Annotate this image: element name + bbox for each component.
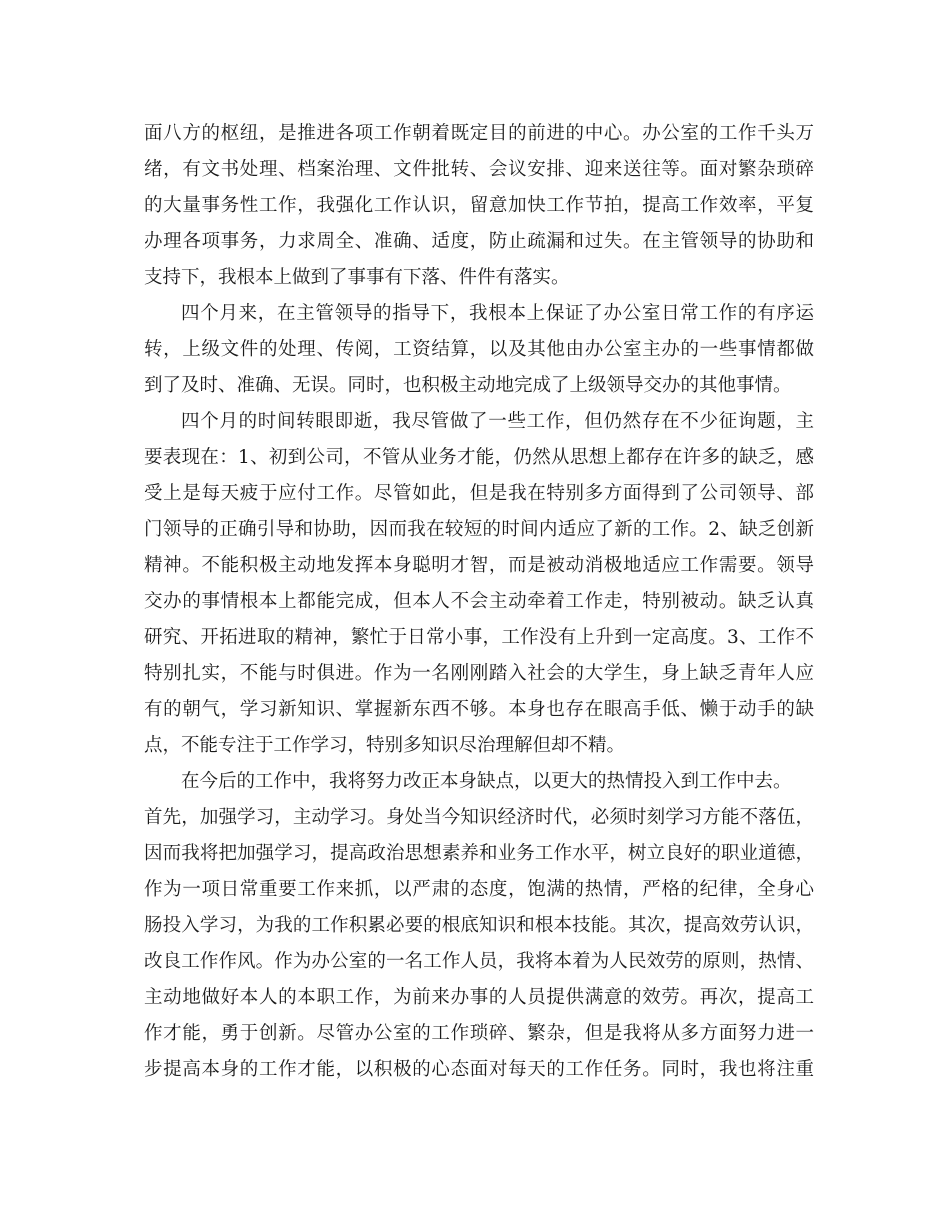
body-text <box>144 116 814 1088</box>
paragraph-first-line: 在今后的工作中，我将努力改正本身缺点，以更大的热情投入到工作中去。 <box>181 771 792 792</box>
text-line: 主动地做好本人的本职工作，为前来办事的人员提供满意的效劳。再次，提高工 <box>144 987 814 1008</box>
text-line: 的大量事务性工作，我强化工作认识，留意加快工作节拍，提高工作效率，平复 <box>144 195 814 216</box>
text-line: 因而我将把加强学习，提高政治思想素养和业务工作水平，树立良好的职业道德， <box>144 843 814 864</box>
text-line: 交办的事情根本上都能完成，但本人不会主动牵着工作走，特别被动。缺乏认真 <box>144 591 814 612</box>
text-line: 精神。不能积极主动地发挥本身聪明才智，而是被动消极地适应工作需要。领导 <box>144 555 814 576</box>
text-line: 改良工作作风。作为办公室的一名工作人员，我将本着为人民效劳的原则，热情、 <box>144 951 814 972</box>
text-line: 步提高本身的工作才能，以积极的心态面对每天的工作任务。同时，我也将注重 <box>144 1059 814 1080</box>
text-line: 作才能，勇于创新。尽管办公室的工作琐碎、繁杂，但是我将从多方面努力进一 <box>144 1023 814 1044</box>
text-line: 肠投入学习，为我的工作积累必要的根底知识和根本技能。其次，提高效劳认识， <box>144 915 814 936</box>
text-line: 到了及时、准确、无误。同时，也积极主动地完成了上级领导交办的其他事情。 <box>144 375 792 396</box>
text-line: 特别扎实，不能与时俱进。作为一名刚刚踏入社会的大学生，身上缺乏青年人应 <box>144 663 814 684</box>
text-line: 办理各项事务，力求周全、准确、适度，防止疏漏和过失。在主管领导的协助和 <box>144 231 814 252</box>
text-line: 点，不能专注于工作学习，特别多知识尽治理解但却不精。 <box>144 735 626 756</box>
text-line: 研究、开拓进取的精神，繁忙于日常小事，工作没有上升到一定高度。3、工作不 <box>144 627 814 648</box>
text-line: 作为一项日常重要工作来抓，以严肃的态度，饱满的热情，严格的纪律，全身心 <box>144 879 814 900</box>
text-line: 绪，有文书处理、档案治理、文件批转、会议安排、迎来送往等。面对繁杂琐碎 <box>144 159 814 180</box>
text-line: 有的朝气，学习新知识、掌握新东西不够。本身也存在眼高手低、懒于动手的缺 <box>144 699 814 720</box>
text-line: 要表现在：1、初到公司，不管从业务才能，仍然从思想上都存在许多的缺乏，感 <box>144 447 814 468</box>
paragraph-first-line: 四个月来，在主管领导的指导下，我根本上保证了办公室日常工作的有序运 <box>181 303 814 324</box>
text-line: 转，上级文件的处理、传阅，工资结算，以及其他由办公室主办的一些事情都做 <box>144 339 814 360</box>
text-line: 受上是每天疲于应付工作。尽管如此，但是我在特别多方面得到了公司领导、部 <box>144 483 814 504</box>
paragraph-first-line: 四个月的时间转眼即逝，我尽管做了一些工作，但仍然存在不少征询题，主 <box>181 411 814 432</box>
text-line: 首先，加强学习，主动学习。身处当今知识经济时代，必须时刻学习方能不落伍， <box>144 807 814 828</box>
text-line: 支持下，我根本上做到了事事有下落、件件有落实。 <box>144 267 570 288</box>
text-line: 面八方的枢纽，是推进各项工作朝着既定目的前进的中心。办公室的工作千头万 <box>144 123 814 144</box>
text-line: 门领导的正确引导和协助，因而我在较短的时间内适应了新的工作。2、缺乏创新 <box>144 519 814 540</box>
